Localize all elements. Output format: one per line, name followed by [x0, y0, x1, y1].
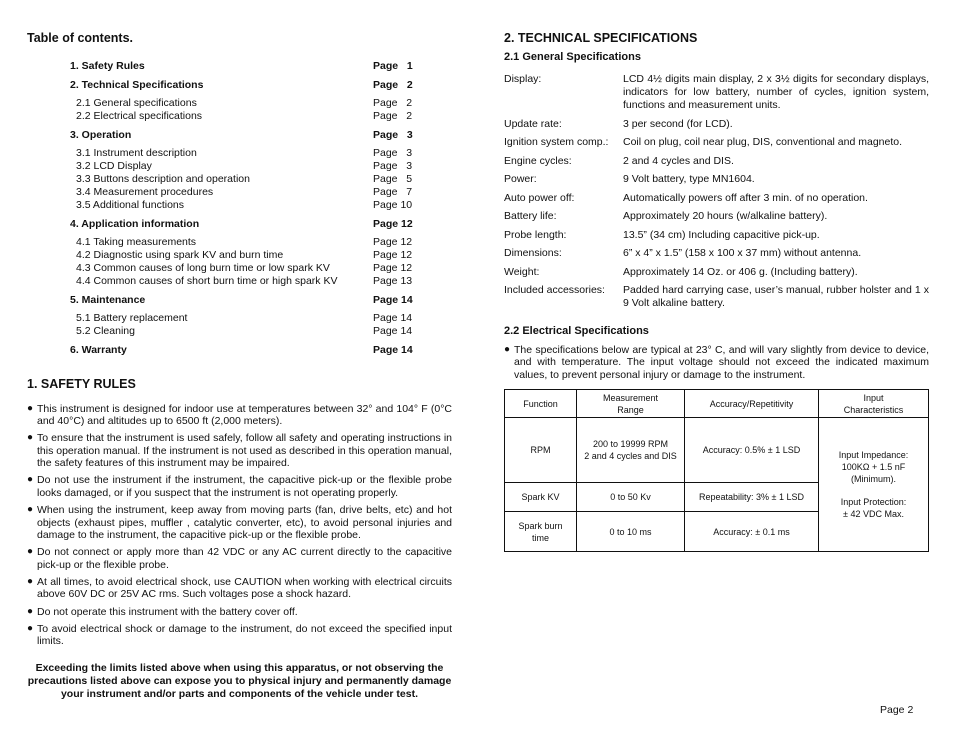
toc-entry-label: 4.3 Common causes of long burn time or low spark KV [76, 262, 330, 274]
toc-entry-page: Page 12 [373, 262, 413, 274]
toc-entry-label: 5.2 Cleaning [76, 325, 135, 337]
toc-entry-page: Page 14 [373, 293, 413, 306]
table-row [505, 418, 929, 483]
bullet-icon: ● [27, 504, 34, 516]
spec-row [504, 192, 929, 211]
spec-value: Padded hard carrying case, user’s manual, rubber holster and 1 x 9 Volt alkaline battery. [623, 284, 929, 309]
column-header-range [577, 390, 685, 418]
table-of-contents [70, 60, 441, 357]
spec-key: Auto power off: [504, 191, 575, 204]
list-item-text: To avoid electrical shock or damage to the instrument, do not exceed the specified input limits. [37, 622, 452, 648]
spec-key: Probe length: [504, 228, 567, 241]
toc-entry[interactable] [70, 160, 441, 173]
electrical-spec-table [504, 389, 929, 552]
toc-entry-label: 2. Technical Specifications [70, 78, 204, 91]
range-line: 2 and 4 cycles and DIS [584, 451, 677, 461]
cell-range [577, 418, 685, 483]
toc-entry-page: Page 12 [373, 249, 413, 261]
list-item-text: The specifications below are typical at 23° C, and will vary slightly from device to device, and with temperature. The input voltage should not exceed the indicated maximum values, to prevent personal injury or damage to the instrument. [514, 343, 929, 381]
toc-entry-label: 3.1 Instrument description [76, 147, 197, 159]
toc-entry[interactable] [70, 275, 441, 288]
list-item-text: This instrument is designed for indoor use at temperatures between 32° and 104° F (0°C and 40°C) and altitudes up to 6500 ft (2,000 meters). [37, 402, 452, 427]
spec-value: 6” x 4” x 1.5” (158 x 100 x 37 mm) without antenna. [623, 247, 862, 259]
bullet-icon: ● [27, 605, 34, 617]
toc-entry-label: 3.5 Additional functions [76, 199, 184, 211]
toc-entry-label: 2.1 General specifications [76, 97, 197, 109]
toc-title: Table of contents. [27, 31, 134, 45]
toc-entry-label: 4. Application information [70, 217, 200, 230]
list-item-text: At all times, to avoid electrical shock, use CAUTION when working with electrical circuits above 60V DC or 25V AC rms. Such voltages pose a shock hazard. [37, 575, 452, 601]
spec-key: Battery life: [504, 210, 557, 222]
toc-entry-label: 4.1 Taking measurements [76, 236, 197, 248]
cell-input-characteristics [819, 418, 929, 552]
cell-function [505, 512, 577, 552]
spec-row [504, 284, 929, 316]
spec-row [504, 173, 929, 192]
list-item [27, 606, 452, 619]
spec-value: Automatically powers off after 3 min. of no operation. [623, 191, 868, 204]
column-header-accuracy: Accuracy/Repetitivity [685, 390, 819, 418]
spec-key: Power: [504, 173, 537, 185]
list-item [27, 432, 452, 470]
toc-entry-page: Page 3 [373, 160, 413, 172]
input-impedance-label: Input Impedance: [838, 450, 909, 460]
toc-entry-label: 4.2 Diagnostic using spark KV and burn time [76, 249, 284, 261]
table-header-row [505, 390, 929, 418]
toc-entry[interactable] [70, 186, 441, 199]
toc-entry[interactable] [70, 173, 441, 186]
bullet-icon: ● [504, 343, 511, 355]
toc-entry-label: 5.1 Battery replacement [76, 312, 188, 324]
toc-entry[interactable] [70, 147, 441, 160]
electrical-note-list [504, 344, 929, 382]
toc-entry-page: Page 14 [373, 325, 413, 337]
page-number: Page 2 [880, 704, 914, 716]
spec-key: Ignition system comp.: [504, 136, 609, 148]
list-item [27, 474, 452, 499]
toc-entry-label: 4.4 Common causes of short burn time or high spark KV [76, 275, 338, 287]
bullet-icon: ● [27, 432, 34, 444]
electrical-spec-heading: 2.2 Electrical Specifications [504, 324, 649, 337]
input-impedance-value: 100KΩ + 1.5 nF [841, 462, 906, 472]
list-item-text: Do not use the instrument if the instrument, the capacitive pick-up or the flexible probe looks damaged, or if you suspect that the instrument is not operating properly. [37, 474, 452, 499]
toc-entry[interactable] [70, 199, 441, 212]
toc-entry-label: 3. Operation [70, 128, 132, 141]
column-header-function: Function [505, 390, 577, 418]
cell-range: 0 to 50 Kv [577, 483, 685, 512]
bullet-icon: ● [27, 575, 34, 587]
spec-value: Coil on plug, coil near plug, DIS, conventional and magneto. [623, 136, 903, 148]
cell-function: Spark KV [505, 483, 577, 512]
cell-accuracy: Accuracy: ± 0.1 ms [685, 512, 819, 552]
toc-entry[interactable] [70, 249, 441, 262]
tech-spec-heading: 2. TECHNICAL SPECIFICATIONS [504, 31, 698, 45]
spec-key: Included accessories: [504, 284, 605, 296]
column-header-range-text: Measurement Range [602, 392, 659, 415]
toc-entry-label: 5. Maintenance [70, 293, 146, 306]
list-item-text: Do not connect or apply more than 42 VDC or any AC current directly to the capacitive pick-up or the flexible probe. [37, 546, 452, 571]
toc-entry-page: Page 1 [373, 60, 413, 72]
toc-entry-page: Page 3 [373, 128, 413, 141]
toc-entry-page: Page 14 [373, 343, 413, 356]
spec-key: Engine cycles: [504, 154, 572, 167]
list-item-text: Do not operate this instrument with the battery cover off. [37, 605, 298, 618]
toc-entry-page: Page 2 [373, 110, 413, 122]
toc-entry-label: 1. Safety Rules [70, 60, 145, 72]
list-item [27, 623, 452, 648]
spec-value: LCD 4½ digits main display, 2 x 3½ digits for secondary displays, indicators for low battery, number of cycles, ignition system, functions and measurement units. [623, 73, 929, 111]
toc-entry-page: Page 10 [373, 199, 413, 211]
toc-entry-page: Page 12 [373, 217, 413, 230]
spec-row [504, 266, 929, 285]
toc-entry-page: Page 12 [373, 236, 413, 248]
spec-row [504, 247, 929, 266]
general-spec-heading: 2.1 General Specifications [504, 51, 641, 63]
list-item-text: To ensure that the instrument is used safely, follow all safety and operating instructions in this operation manual. If the instrument is not used as described in this operation manual, the safety features of this instrument may be impaired. [37, 432, 452, 470]
cell-function: RPM [505, 418, 577, 483]
column-header-input [819, 390, 929, 418]
toc-entry-label: 2.2 Electrical specifications [76, 110, 203, 122]
spec-key: Weight: [504, 265, 540, 278]
bullet-icon: ● [27, 622, 34, 634]
column-header-input-text: Input Characteristics [843, 392, 904, 415]
general-spec-table [504, 73, 929, 316]
input-protection-value: ± 42 VDC Max. [843, 509, 904, 519]
spec-value: 2 and 4 cycles and DIS. [623, 154, 734, 167]
toc-entry-page: Page 7 [373, 186, 413, 198]
safety-rules-list [27, 403, 452, 648]
bullet-icon: ● [27, 402, 34, 414]
toc-entry[interactable] [70, 97, 441, 110]
list-item [504, 344, 929, 382]
toc-entry-page: Page 13 [373, 275, 413, 287]
toc-entry-page: Page 5 [373, 173, 413, 185]
spec-value: 3 per second (for LCD). [623, 117, 733, 130]
toc-entry-label: 3.3 Buttons description and operation [76, 173, 250, 185]
spec-row [504, 73, 929, 118]
list-item [27, 403, 452, 428]
spec-key: Display: [504, 73, 542, 85]
right-column [504, 31, 929, 552]
cell-accuracy: Accuracy: 0.5% ± 1 LSD [685, 418, 819, 483]
spec-key: Dimensions: [504, 247, 562, 259]
list-item [27, 546, 452, 571]
toc-entry[interactable] [70, 60, 441, 73]
spec-value: Approximately 14 Oz. or 406 g. (Including battery). [623, 265, 858, 278]
toc-entry-page: Page 2 [373, 78, 413, 91]
toc-entry-page: Page 3 [373, 147, 413, 159]
spec-value: Approximately 20 hours (w/alkaline battery). [623, 210, 828, 222]
toc-entry-label: 6. Warranty [70, 343, 127, 356]
safety-warning: Exceeding the limits listed above when using this apparatus, or not observing the precautions listed above can expose you to physical injury and permanently damage your instrument and/or parts and components of the vehicle under test. [27, 661, 452, 701]
input-impedance-note: (Minimum). [851, 474, 896, 484]
toc-entry[interactable] [70, 294, 441, 307]
spec-value: 13.5” (34 cm) Including capacitive pick-up. [623, 228, 820, 241]
toc-entry[interactable] [70, 236, 441, 249]
bullet-icon: ● [27, 546, 34, 558]
toc-entry[interactable] [70, 312, 441, 325]
spec-row [504, 136, 929, 155]
spec-key: Update rate: [504, 117, 562, 130]
cell-range: 0 to 10 ms [577, 512, 685, 552]
spec-row [504, 118, 929, 137]
toc-entry-page: Page 2 [373, 97, 413, 109]
toc-entry[interactable] [70, 129, 441, 142]
cell-function-text: Spark burn time [518, 520, 563, 543]
safety-rules-heading: 1. SAFETY RULES [27, 376, 136, 391]
spec-row [504, 155, 929, 174]
list-item [27, 576, 452, 601]
toc-entry[interactable] [70, 325, 441, 338]
bullet-icon: ● [27, 474, 34, 486]
spec-value: 9 Volt battery, type MN1604. [623, 173, 755, 185]
spec-row [504, 210, 929, 229]
toc-entry[interactable] [70, 110, 441, 123]
toc-entry[interactable] [70, 262, 441, 275]
toc-entry-page: Page 14 [373, 312, 413, 324]
list-item-text: When using the instrument, keep away from moving parts (fan, drive belts, etc) and hot objects (exhaust pipes, muffler , catalytic converter, etc), to avoid personal injuries and damage to the instrument, the capacitive pick-up or the flexible probe. [37, 504, 452, 542]
spec-row [504, 229, 929, 248]
cell-accuracy: Repeatability: 3% ± 1 LSD [685, 483, 819, 512]
left-column [27, 31, 452, 712]
list-item [27, 504, 452, 542]
toc-entry[interactable] [70, 344, 441, 357]
toc-entry[interactable] [70, 79, 441, 92]
toc-entry-label: 3.4 Measurement procedures [76, 186, 214, 198]
range-line: 200 to 19999 RPM [592, 439, 669, 449]
toc-entry-label: 3.2 LCD Display [76, 160, 152, 172]
toc-entry[interactable] [70, 218, 441, 231]
input-protection-label: Input Protection: [840, 497, 907, 507]
